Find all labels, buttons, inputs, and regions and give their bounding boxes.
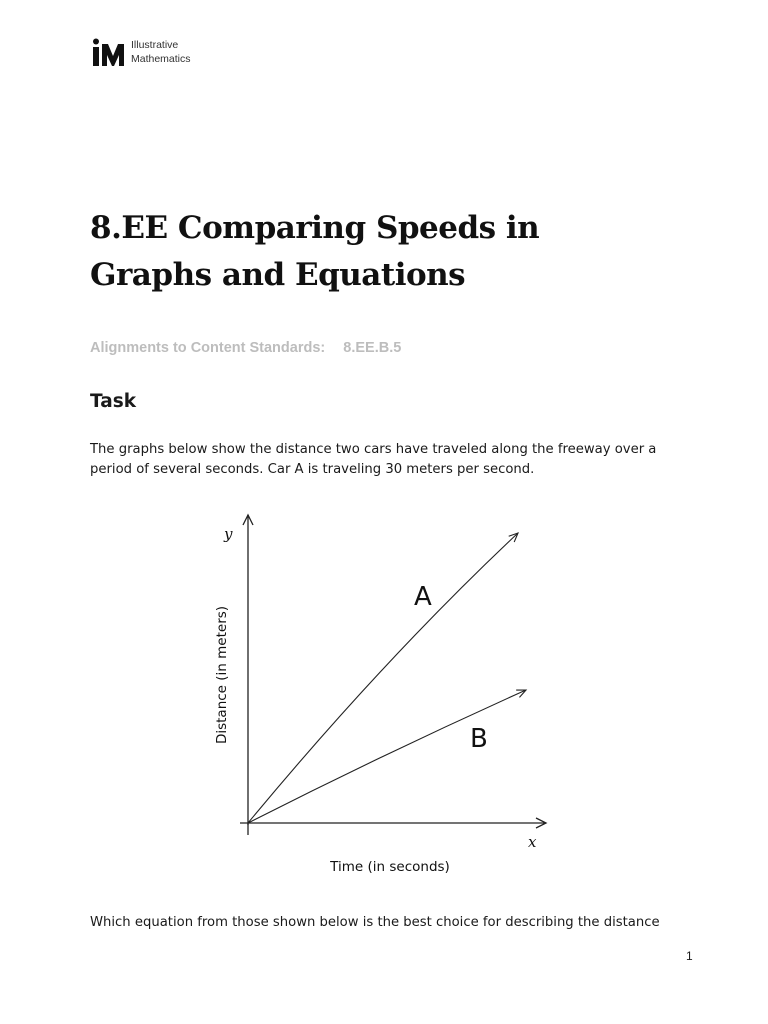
logo-text [131, 38, 191, 66]
title-line-2: Graphs and Equations [90, 257, 466, 293]
alignment-label: Alignments to Content Standards: [90, 340, 326, 356]
page-title [90, 205, 690, 299]
x-axis-symbol: x [528, 833, 537, 851]
alignment-code: 8.EE.B.5 [343, 340, 402, 356]
distance-time-graph [200, 505, 580, 885]
x-axis-label: Time (in seconds) [330, 859, 450, 875]
im-logo-mark-icon [91, 38, 125, 66]
im-logo [91, 38, 191, 66]
task-heading: Task [90, 391, 137, 412]
series-b-line [248, 690, 526, 823]
logo-line-1: Illustrative [131, 39, 179, 51]
series-b-label: B [470, 724, 488, 754]
logo-line-2: Mathematics [131, 53, 191, 65]
series-a-line [248, 533, 518, 823]
title-line-1: 8.EE Comparing Speeds in [90, 210, 540, 246]
task-paragraph: The graphs below show the distance two cars have traveled along the freeway over a period of several seconds. Car A is traveling 30 meters per second. [90, 442, 657, 477]
y-axis-label: Distance (in meters) [214, 605, 230, 745]
series-a-label: A [414, 582, 432, 612]
page-number: 1 [686, 949, 693, 963]
question-paragraph: Which equation from those shown below is the best choice for describing the distance [90, 915, 660, 930]
alignment-standards [90, 340, 401, 356]
y-axis-symbol: y [224, 525, 233, 543]
